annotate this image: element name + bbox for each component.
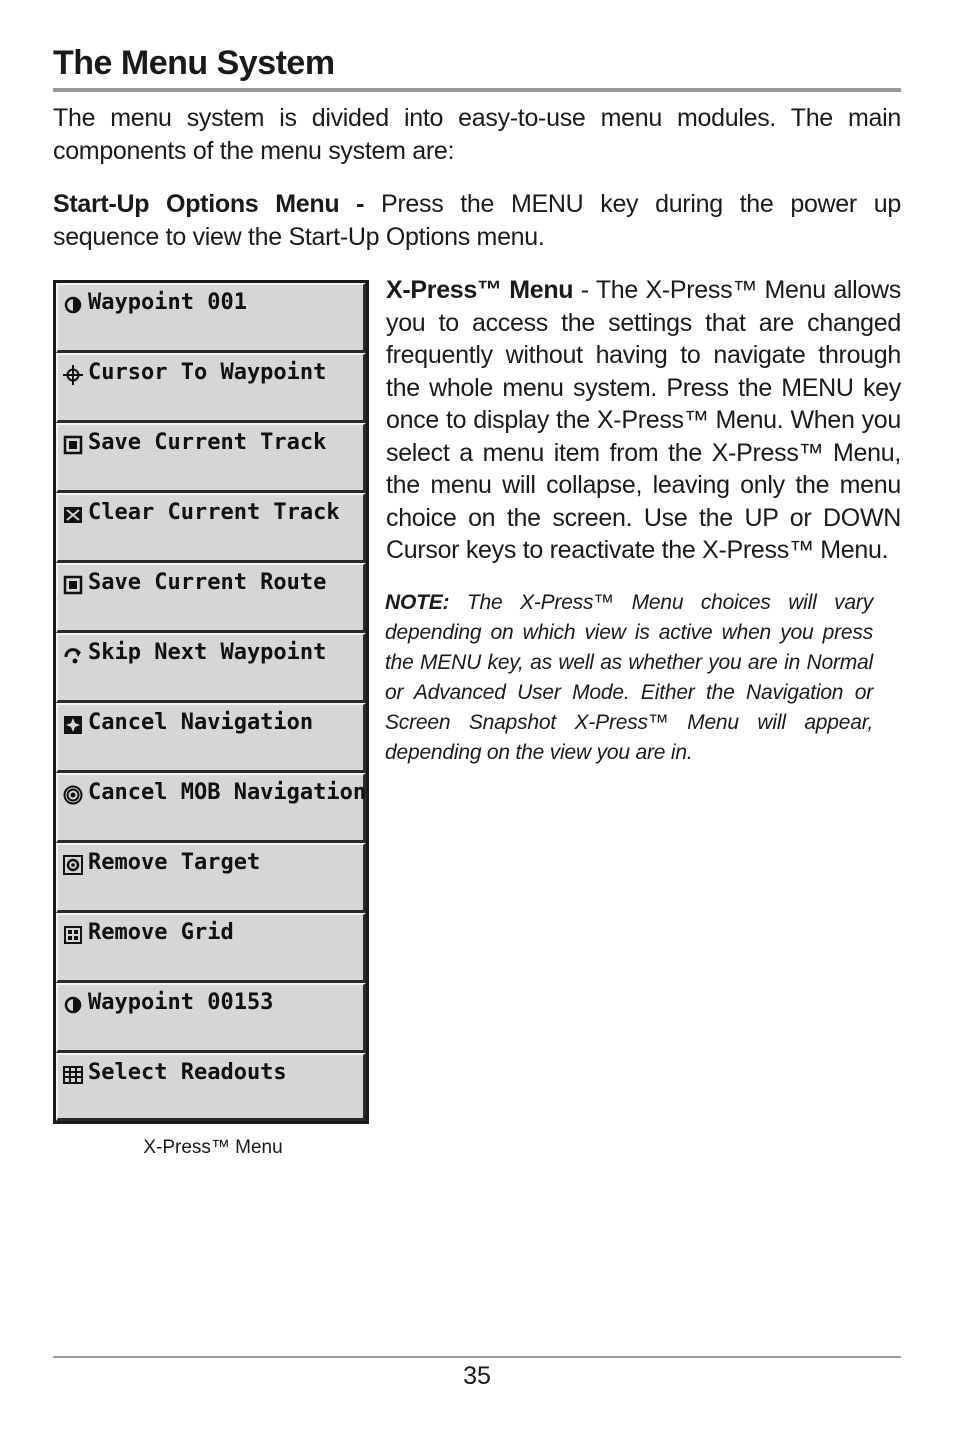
menu-item-waypoint-001[interactable] — [56, 283, 366, 353]
menu-item-save-current-track[interactable] — [56, 423, 366, 493]
startup-paragraph — [53, 188, 901, 254]
menu-item-label: Remove Grid — [88, 920, 234, 945]
menu-item-label: Save Current Route — [88, 570, 327, 595]
menu-item-remove-target[interactable] — [56, 843, 366, 913]
crosshair-icon — [63, 365, 83, 385]
menu-item-label: Skip Next Waypoint — [88, 640, 327, 665]
menu-item-label: Clear Current Track — [88, 500, 340, 525]
grid-icon — [63, 925, 83, 945]
save-icon — [63, 435, 83, 455]
menu-item-label: Cancel MOB Navigation — [88, 780, 367, 805]
intro-paragraph: The menu system is divided into easy-to-use menu modules. The main components of the menu system are: — [53, 104, 901, 165]
menu-item-cancel-mob-navigation[interactable] — [56, 773, 366, 843]
menu-item-label: Select Readouts — [88, 1060, 287, 1085]
menu-item-label: Cursor To Waypoint — [88, 360, 327, 385]
menu-item-label: Save Current Track — [88, 430, 327, 455]
menu-item-label: Cancel Navigation — [88, 710, 314, 735]
menu-item-cancel-navigation[interactable] — [56, 703, 366, 773]
xpress-text: - The X-Press™ Menu allows you to access the settings that are changed frequently without having to navigate through the whole menu system. Press the MENU key once to display the X-Press™ Menu. When you select a menu item from the X-Press™ Menu, the menu will collapse, leaving only the menu choice on the screen. Use the UP or DOWN Cursor keys to reactivate the X-Press™ Menu. — [386, 276, 901, 564]
footer-divider — [53, 1356, 901, 1358]
target-icon — [63, 855, 83, 875]
mob-icon — [63, 785, 83, 805]
xpress-menu-panel — [53, 280, 369, 1124]
menu-item-cursor-to-waypoint[interactable] — [56, 353, 366, 423]
menu-caption: X-Press™ Menu — [143, 1137, 283, 1158]
page-title: The Menu System — [53, 44, 335, 82]
menu-item-remove-grid[interactable] — [56, 913, 366, 983]
startup-text: Press the MENU key during the power up sequence to view the Start-Up Options menu. — [53, 190, 901, 251]
menu-item-skip-next-waypoint[interactable] — [56, 633, 366, 703]
menu-item-select-readouts[interactable] — [56, 1053, 366, 1121]
skip-icon — [63, 645, 83, 665]
menu-item-waypoint-00153[interactable] — [56, 983, 366, 1053]
title-divider — [53, 88, 901, 92]
menu-item-label: Remove Target — [88, 850, 261, 875]
note-text: The X-Press™ Menu choices will vary depending on which view is active when you press the MENU key, as well as whether you are in Normal or Advanced User Mode. Either the Navigation or Screen Snapshot X-Press™ Menu will appear, depending on the view you are in. — [385, 591, 873, 764]
clear-icon — [63, 505, 83, 525]
menu-item-label: Waypoint 00153 — [88, 990, 274, 1015]
page-number: 35 — [463, 1362, 491, 1390]
readouts-icon — [63, 1065, 83, 1085]
cancel-navigation-icon — [63, 715, 83, 735]
xpress-label: X-Press™ Menu — [386, 276, 574, 304]
waypoint-icon — [63, 995, 83, 1015]
save-icon — [63, 575, 83, 595]
note-paragraph — [385, 588, 873, 768]
xpress-paragraph — [386, 274, 901, 567]
menu-item-save-current-route[interactable] — [56, 563, 366, 633]
note-label: NOTE: — [385, 591, 450, 614]
menu-item-label: Waypoint 001 — [88, 290, 247, 315]
waypoint-icon — [63, 295, 83, 315]
menu-item-clear-current-track[interactable] — [56, 493, 366, 563]
startup-label: Start-Up Options Menu - — [53, 190, 365, 218]
